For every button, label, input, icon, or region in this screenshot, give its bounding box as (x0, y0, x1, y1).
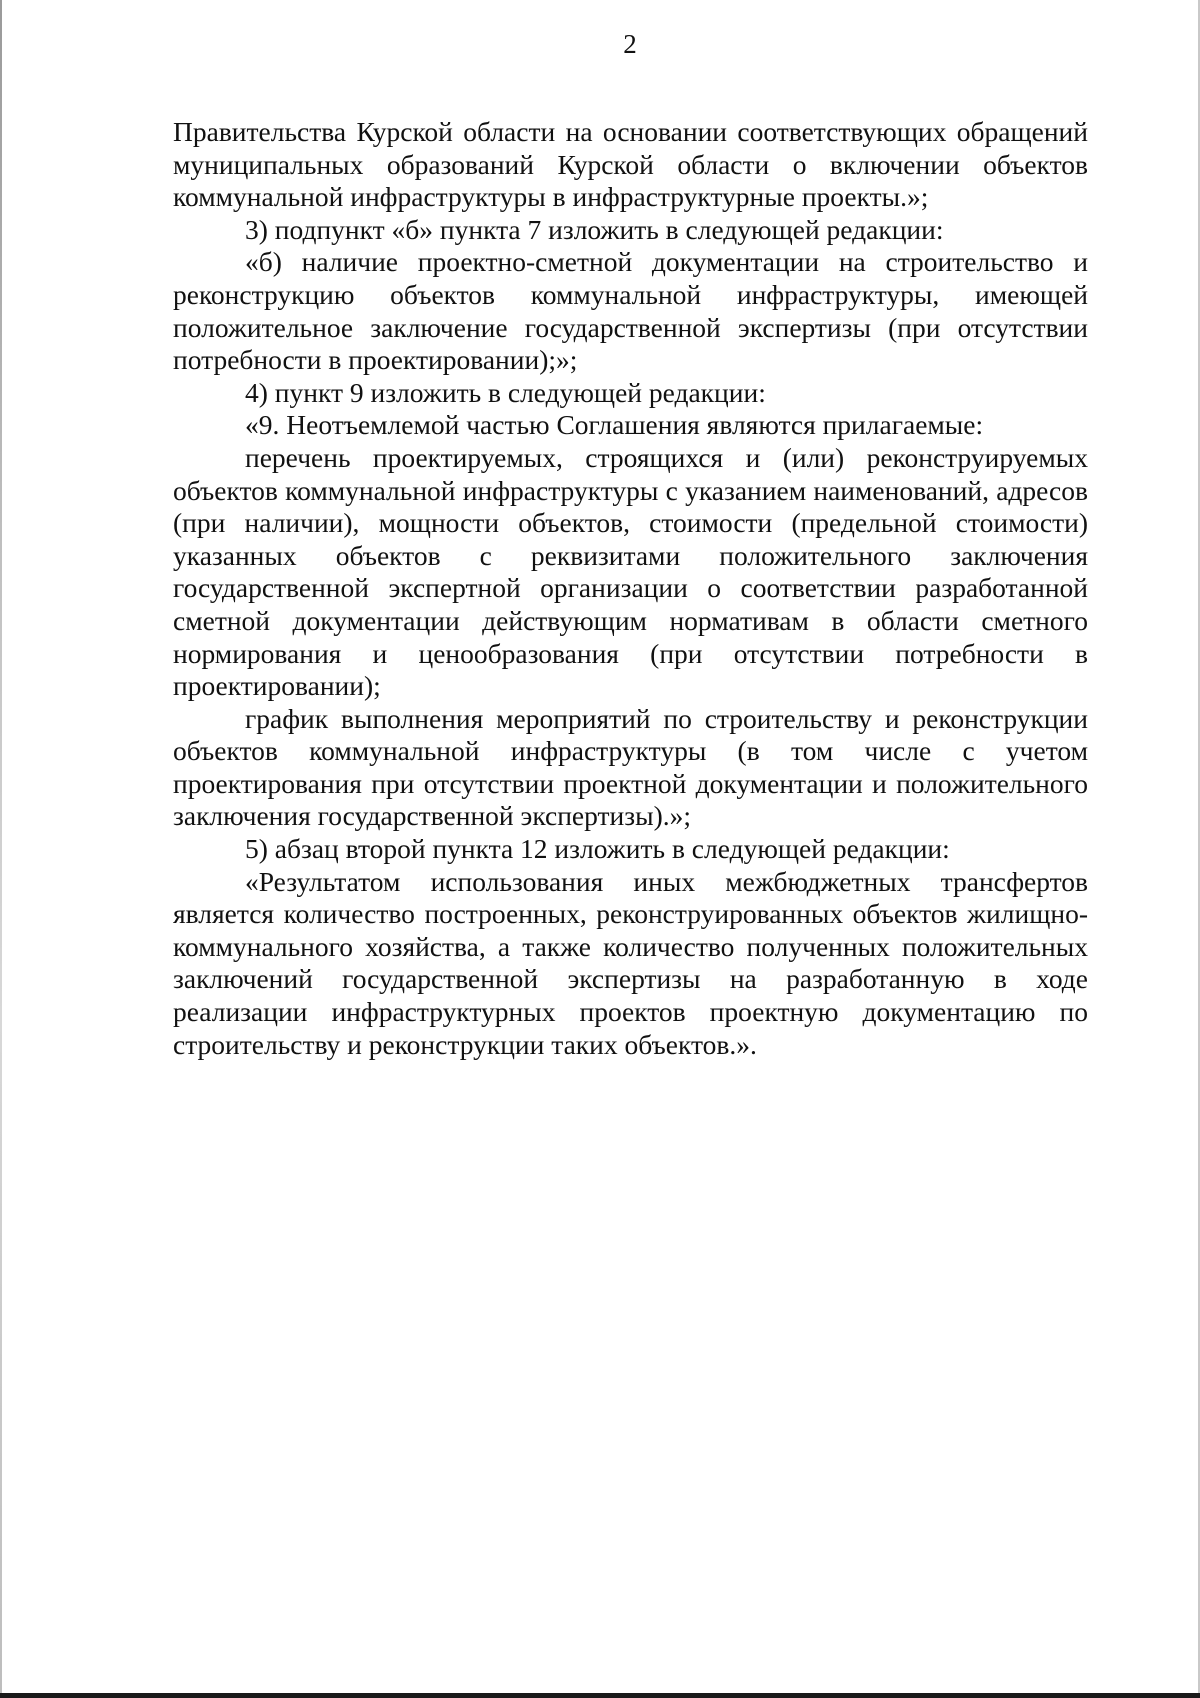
paragraph-8: 5) абзац второй пункта 12 изложить в следующей редакции: (245, 833, 950, 865)
scan-bottom-edge (0, 1693, 1200, 1698)
paragraph-4: 4) пункт 9 изложить в следующей редакции: (245, 376, 766, 408)
paragraph-2: 3) подпункт «б» пункта 7 изложить в следующей редакции: (245, 213, 944, 245)
paragraph-5: «9. Неотъемлемой частью Соглашения являются прилагаемые: (245, 409, 984, 441)
paragraph-9: «Результатом использования иных межбюджетных трансфертов является количество построенных, реконструированных объектов жилищно-коммунального хозяйства, а также количество полученных положительных заключений государственной экспертизы на разработанную в ходе реализации инфраструктурных проектов проектную документацию по строительству и реконструкции таких объектов.». (173, 865, 1088, 1060)
scan-left-edge (0, 0, 2, 1698)
paragraph-3: «б) наличие проектно-сметной документации на строительство и реконструкцию объектов коммунальной инфраструктуры, имеющей положительное заключение государственной экспертизы (при отсутствии потребности в проектировании);»; (173, 246, 1088, 376)
paragraph-6: перечень проектируемых, строящихся и (или) реконструируемых объектов коммунальной инфраструктуры с указанием наименований, адресов (при наличии), мощности объектов, стоимости (предельной стоимости) указанных объектов с реквизитами положительного заключения государственной экспертной организации о соответствии разработанной сметной документации действующим нормативам в области сметного нормирования и ценообразования (при отсутствии потребности в проектировании); (173, 441, 1088, 702)
paragraph-1: Правительства Курской области на основании соответствующих обращений муниципальных образований Курской области о включении объектов коммунальной инфраструктуры в инфраструктурные проекты.»; (173, 116, 1088, 213)
page-number: 2 (623, 29, 637, 59)
paragraph-7: график выполнения мероприятий по строительству и реконструкции объектов коммунальной инфраструктуры (в том числе с учетом проектирования при отсутствии проектной документации и положительного заключения государственной экспертизы).»; (173, 702, 1088, 832)
document-body (173, 116, 1088, 1061)
